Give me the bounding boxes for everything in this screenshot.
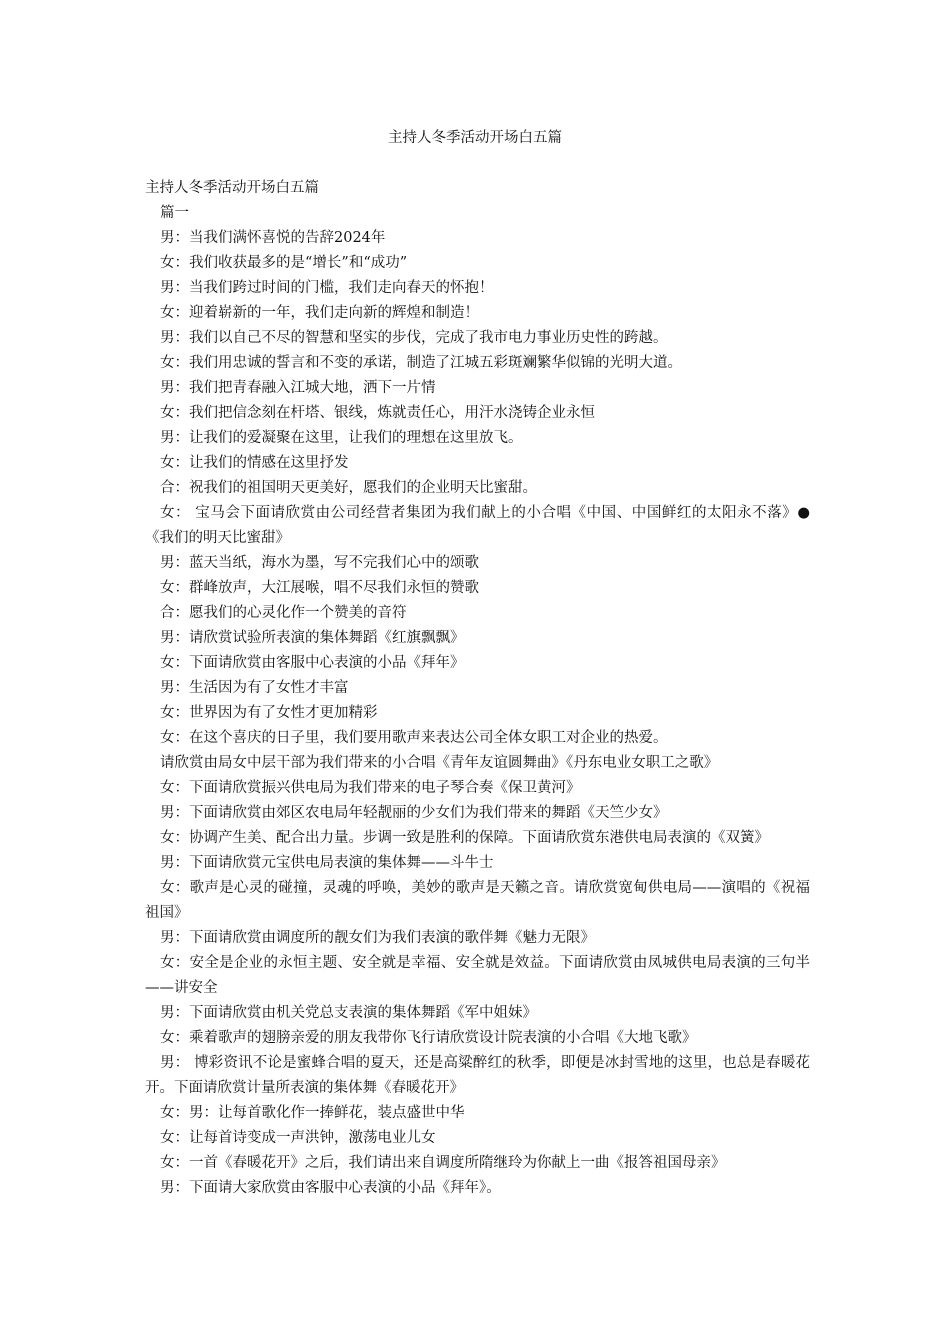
paragraph: 男：下面请欣赏由调度所的靓女们为我们表演的歌伴舞《魅力无限》	[160, 930, 595, 946]
paragraph: 女：男：让每首歌化作一捧鲜花，装点盛世中华	[160, 1105, 465, 1121]
paragraph: 男：让我们的爱凝聚在这里，让我们的理想在这里放飞。	[160, 430, 523, 446]
paragraph: 男：蓝天当纸，海水为墨，写不完我们心中的颂歌	[160, 555, 479, 571]
paragraph: 男：下面请大家欣赏由客服中心表演的小品《拜年》。	[160, 1180, 501, 1196]
paragraph: 女：歌声是心灵的碰撞，灵魂的呼唤，美妙的歌声是天籁之音。请欣赏宽甸供电局——演唱的《祝福祖国》	[145, 880, 810, 921]
paragraph: 男：下面请欣赏由机关党总支表演的集体舞蹈《军中姐妹》	[160, 1005, 537, 1021]
paragraph: 女：安全是企业的永恒主题、安全就是幸福、安全就是效益。下面请欣赏由凤城供电局表演的三句半——讲安全	[145, 955, 810, 996]
paragraph: 女： 宝马会下面请欣赏由公司经营者集团为我们献上的小合唱《中国、中国鲜红的太阳永不落》●《我们的明天比蜜甜》	[145, 505, 810, 546]
paragraph: 男：下面请欣赏由郊区农电局年轻靓丽的少女们为我们带来的舞蹈《天竺少女》	[160, 805, 668, 821]
paragraph: 女：下面请欣赏振兴供电局为我们带来的电子琴合奏《保卫黄河》	[160, 780, 581, 796]
paragraph: 篇一	[160, 205, 189, 221]
paragraph: 男： 博彩资讯不论是蜜蜂合唱的夏天，还是高粱醉红的秋季，即便是冰封雪地的这里，也总是春暖花开。下面请欣赏计量所表演的集体舞《春暖花开》	[145, 1055, 810, 1096]
paragraph: 女：迎着崭新的一年，我们走向新的辉煌和制造！	[160, 305, 479, 321]
paragraph: 合：祝我们的祖国明天更美好，愿我们的企业明天比蜜甜。	[160, 480, 537, 496]
paragraph: 女：在这个喜庆的日子里，我们要用歌声来表达公司全体女职工对企业的热爱。	[160, 730, 668, 746]
paragraph-list	[145, 201, 810, 1201]
paragraph: 女：下面请欣赏由客服中心表演的小品《拜年》	[160, 655, 465, 671]
paragraph: 女：我们收获最多的是“增长”和“成功”	[160, 255, 408, 271]
paragraph: 男：下面请欣赏元宝供电局表演的集体舞——斗牛士	[160, 855, 494, 871]
paragraph: 男：当我们满怀喜悦的告辞2024年	[160, 230, 386, 246]
paragraph: 女：我们把信念刻在杆塔、银线，炼就责任心，用汗水浇铸企业永恒	[160, 405, 595, 421]
section-heading: 主持人冬季活动开场白五篇	[145, 180, 319, 196]
paragraph: 男：我们以自己不尽的智慧和坚实的步伐，完成了我市电力事业历史性的跨越。	[160, 330, 668, 346]
document-body	[145, 176, 810, 1201]
paragraph: 女：一首《春暖花开》之后，我们请出来自调度所隋继玲为你献上一曲《报答祖国母亲》	[160, 1155, 726, 1171]
paragraph: 女：乘着歌声的翅膀亲爱的朋友我带你飞行请欣赏设计院表演的小合唱《大地飞歌》	[160, 1030, 697, 1046]
paragraph: 男：请欣赏试验所表演的集体舞蹈《红旗飘飘》	[160, 630, 465, 646]
paragraph: 男：我们把青春融入江城大地，洒下一片情	[160, 380, 436, 396]
paragraph: 女：我们用忠诚的誓言和不变的承诺，制造了江城五彩斑斓繁华似锦的光明大道。	[160, 355, 682, 371]
paragraph: 请欣赏由局女中层干部为我们带来的小合唱《青年友谊圆舞曲》《丹东电业女职工之歌》	[160, 755, 719, 771]
paragraph: 合：愿我们的心灵化作一个赞美的音符	[160, 605, 407, 621]
paragraph: 女：世界因为有了女性才更加精彩	[160, 705, 378, 721]
document-title: 主持人冬季活动开场白五篇	[388, 130, 562, 146]
paragraph: 男：当我们跨过时间的门槛，我们走向春天的怀抱！	[160, 280, 494, 296]
paragraph: 女：群峰放声，大江展喉，唱不尽我们永恒的赞歌	[160, 580, 479, 596]
paragraph: 女：让我们的情感在这里抒发	[160, 455, 349, 471]
paragraph: 男：生活因为有了女性才丰富	[160, 680, 349, 696]
paragraph: 女：协调产生美、配合出力量。步调一致是胜利的保障。下面请欣赏东港供电局表演的《双簧》	[160, 830, 769, 846]
paragraph: 女：让每首诗变成一声洪钟，激荡电业儿女	[160, 1130, 436, 1146]
